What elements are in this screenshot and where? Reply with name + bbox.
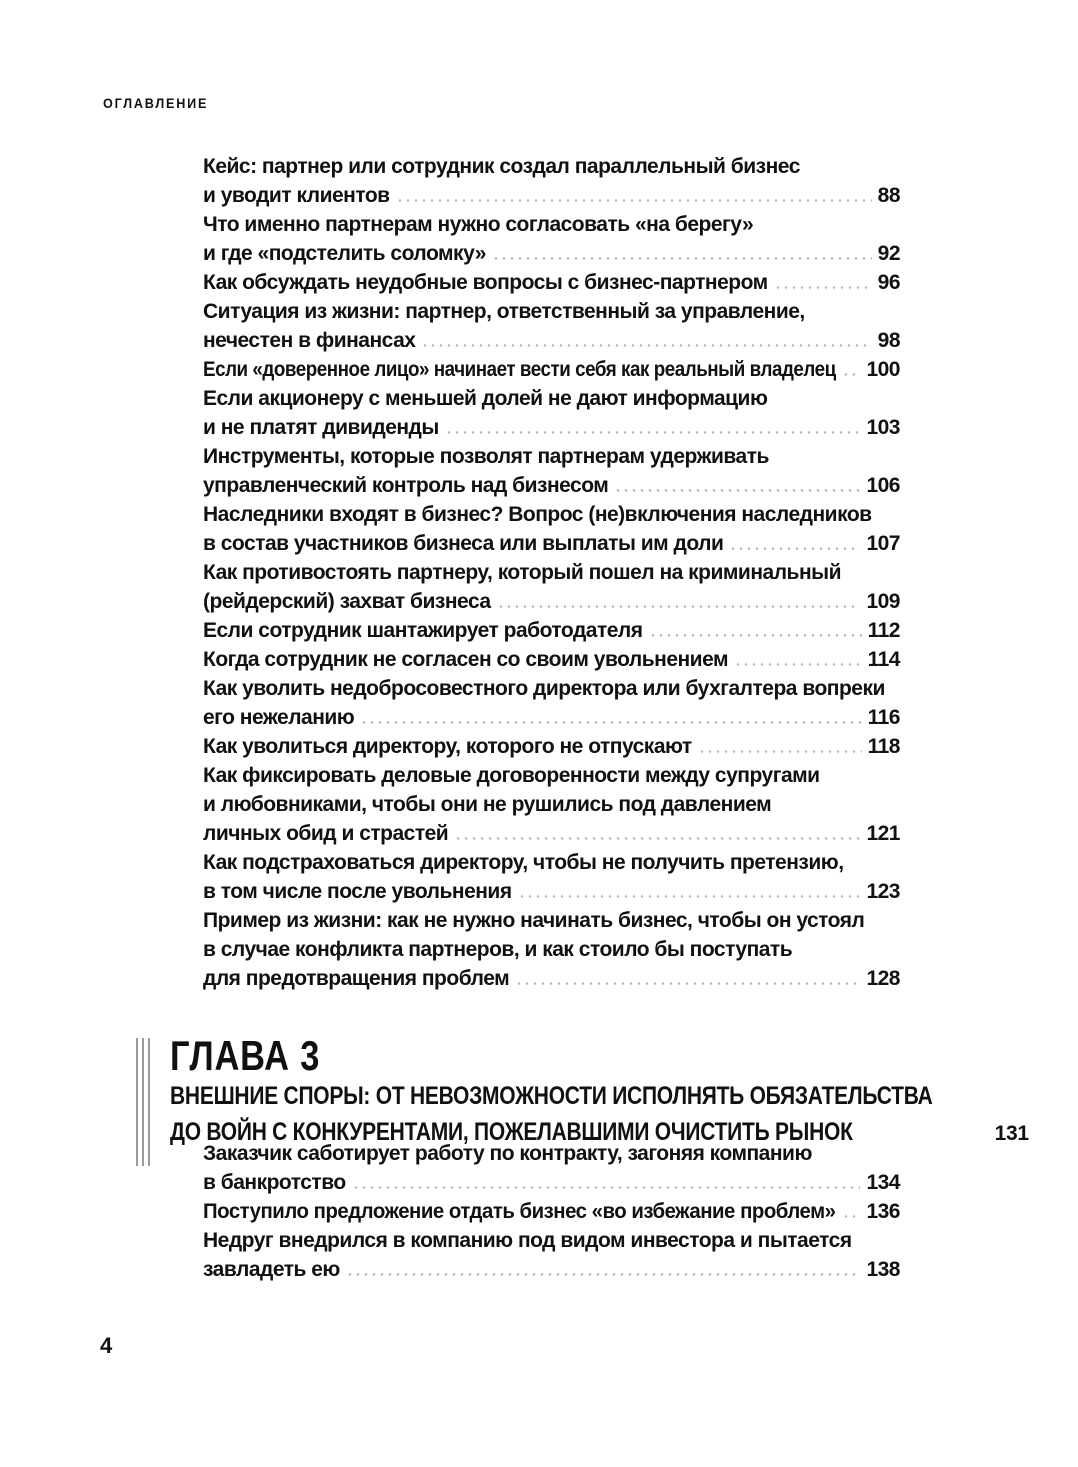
page-number: 128 xyxy=(866,967,900,990)
toc-entry-line xyxy=(203,1197,900,1226)
toc-entry-line xyxy=(203,1139,900,1168)
toc-entry-line xyxy=(203,819,900,848)
dot-leader xyxy=(698,750,862,753)
toc-entry[interactable] xyxy=(203,558,900,616)
toc-entry-line xyxy=(203,413,900,442)
toc-entry-title: в состав участников бизнеса или выплаты им доли xyxy=(203,532,724,555)
toc-entry-title: Пример из жизни: как не нужно начинать бизнес, чтобы он устоял xyxy=(203,909,865,932)
toc-entry-title: завладеть ею xyxy=(203,1258,340,1281)
toc-entry-line xyxy=(203,355,900,384)
toc-entry[interactable] xyxy=(203,355,900,384)
toc-entry-line xyxy=(203,964,900,993)
page-number: 114 xyxy=(867,648,900,671)
toc-entry-line xyxy=(203,1226,900,1255)
chapter-title-text: ДО ВОЙН С КОНКУРЕНТАМИ, ПОЖЕЛАВШИМИ ОЧИСТИТЬ РЫНОК xyxy=(170,1118,853,1146)
toc-entry-title: Ситуация из жизни: партнер, ответственный за управление, xyxy=(203,300,805,323)
toc-entry[interactable] xyxy=(203,1197,900,1226)
toc-entry-title: в банкротство xyxy=(203,1171,346,1194)
page-number: 106 xyxy=(866,474,900,497)
page-number: 123 xyxy=(866,880,900,903)
dot-leader xyxy=(842,1215,860,1218)
chapter-entries-list xyxy=(203,1139,900,1284)
toc-entry-title: личных обид и страстей xyxy=(203,822,449,845)
toc-entry-title: Если «доверенное лицо» начинает вести себя как реальный владелец xyxy=(203,358,836,381)
chapter-title-line xyxy=(170,1078,933,1114)
dot-leader xyxy=(774,286,872,289)
toc-entry-title: Как уволить недобросовестного директора или бухгалтера вопреки xyxy=(203,677,885,700)
toc-entry[interactable] xyxy=(203,616,900,645)
dot-leader xyxy=(352,1186,861,1189)
page-number: 100 xyxy=(866,358,900,381)
dot-leader xyxy=(396,199,872,202)
page-number: 107 xyxy=(866,532,900,555)
toc-entry[interactable] xyxy=(203,500,900,558)
toc-entry-line xyxy=(203,732,900,761)
page-number: 92 xyxy=(877,242,900,265)
page-number: 103 xyxy=(866,416,900,439)
toc-entry[interactable] xyxy=(203,732,900,761)
toc-entry-title: Заказчик саботирует работу по контракту, загоняя компанию xyxy=(203,1142,812,1165)
toc-entry-line xyxy=(203,848,900,877)
toc-entry-title: Если акционеру с меньшей долей не дают информацию xyxy=(203,387,768,410)
page-number: 88 xyxy=(877,184,900,207)
toc-list xyxy=(203,152,900,993)
toc-entry[interactable] xyxy=(203,645,900,674)
dot-leader xyxy=(614,489,860,492)
toc-entry-title: в том числе после увольнения xyxy=(203,880,512,903)
toc-entry-title: Наследники входят в бизнес? Вопрос (не)включения наследников xyxy=(203,503,872,526)
toc-entry-title: Когда сотрудник не согласен со своим увольнением xyxy=(203,648,729,671)
toc-entry-title: Если сотрудник шантажирует работодателя xyxy=(203,619,643,642)
toc-entry-line xyxy=(203,239,900,268)
toc-entry[interactable] xyxy=(203,906,900,993)
dot-leader xyxy=(734,663,862,666)
toc-entry-title: для предотвращения проблем xyxy=(203,967,510,990)
chapter-title-text: ВНЕШНИЕ СПОРЫ: ОТ НЕВОЗМОЖНОСТИ ИСПОЛНЯТЬ ОБЯЗАТЕЛЬСТВА xyxy=(170,1082,933,1110)
page-number: 116 xyxy=(867,706,900,729)
toc-entry-title: Как противостоять партнеру, который пошел на криминальный xyxy=(203,561,841,584)
toc-entry-line xyxy=(203,442,900,471)
toc-entry-line xyxy=(203,616,900,645)
toc-entry-line xyxy=(203,877,900,906)
chapter-label: ГЛАВА 3 xyxy=(170,1032,321,1079)
toc-entry-line xyxy=(203,674,900,703)
page-number: 131 xyxy=(994,1122,1029,1145)
toc-entry-line xyxy=(203,210,900,239)
toc-entry[interactable] xyxy=(203,442,900,500)
toc-entry-title: Что именно партнерам нужно согласовать «на берегу» xyxy=(203,213,754,236)
dot-leader xyxy=(421,344,871,347)
page-number: 134 xyxy=(866,1171,900,1194)
dot-leader xyxy=(445,431,861,434)
toc-entry-line xyxy=(203,587,900,616)
toc-entry-line xyxy=(203,384,900,413)
dot-leader xyxy=(649,634,862,637)
page-number: 96 xyxy=(877,271,900,294)
toc-entry[interactable] xyxy=(203,384,900,442)
toc-entry[interactable] xyxy=(203,210,900,268)
toc-entry-line xyxy=(203,906,900,935)
page-number: 136 xyxy=(866,1200,900,1223)
toc-entry[interactable] xyxy=(203,268,900,297)
toc-entry-line xyxy=(203,181,900,210)
page-number: 98 xyxy=(877,329,900,352)
dot-leader xyxy=(492,257,872,260)
toc-entry-line xyxy=(203,761,900,790)
dot-leader xyxy=(515,982,860,985)
toc-entry-title: нечестен в финансах xyxy=(203,329,416,352)
page-number: 109 xyxy=(866,590,900,613)
toc-entry-title: и любовниками, чтобы они не рушились под давлением xyxy=(203,793,772,816)
toc-entry[interactable] xyxy=(203,1139,900,1197)
dot-leader xyxy=(346,1273,861,1276)
toc-entry-title: (рейдерский) захват бизнеса xyxy=(203,590,491,613)
toc-entry-title: Поступило предложение отдать бизнес «во избежание проблем» xyxy=(203,1200,836,1223)
toc-entry-line xyxy=(203,558,900,587)
toc-entry-line xyxy=(203,1168,900,1197)
toc-entry-title: Кейс: партнер или сотрудник создал параллельный бизнес xyxy=(203,155,800,178)
toc-entry-title: его нежеланию xyxy=(203,706,355,729)
page-number: 112 xyxy=(867,619,900,642)
toc-entry[interactable] xyxy=(203,1226,900,1284)
dot-leader xyxy=(729,547,860,550)
dot-leader xyxy=(360,721,861,724)
toc-entry-title: Как подстраховаться директору, чтобы не получить претензию, xyxy=(203,851,844,874)
toc-entry-line xyxy=(203,471,900,500)
toc-entry-title: и где «подстелить соломку» xyxy=(203,242,486,265)
toc-entry-title: Инструменты, которые позволят партнерам удерживать xyxy=(203,445,769,468)
toc-entry-title: Как фиксировать деловые договоренности между супругами xyxy=(203,764,820,787)
toc-entry-title: и не платят дивиденды xyxy=(203,416,439,439)
toc-entry-line xyxy=(203,297,900,326)
toc-entry-line xyxy=(203,326,900,355)
dot-leader xyxy=(454,837,860,840)
toc-entry[interactable] xyxy=(203,674,900,732)
dot-leader xyxy=(518,895,861,898)
dot-leader xyxy=(842,373,860,376)
running-head: ОГЛАВЛЕНИЕ xyxy=(103,95,209,111)
toc-entry-line xyxy=(203,500,900,529)
toc-entry[interactable] xyxy=(203,152,900,210)
toc-entry-title: в случае конфликта партнеров, и как стоило бы поступать xyxy=(203,938,793,961)
dot-leader xyxy=(497,605,861,608)
toc-entry-line xyxy=(203,268,900,297)
toc-entry-title: Как уволиться директору, которого не отпускают xyxy=(203,735,692,758)
toc-entry-line xyxy=(203,529,900,558)
toc-entry-line xyxy=(203,1255,900,1284)
toc-entry-title: Как обсуждать неудобные вопросы с бизнес-партнером xyxy=(203,271,768,294)
toc-entry-line xyxy=(203,790,900,819)
toc-entry[interactable] xyxy=(203,848,900,906)
toc-entry-line xyxy=(203,645,900,674)
page-number: 118 xyxy=(867,735,900,758)
toc-entry-title: и уводит клиентов xyxy=(203,184,390,207)
folio-page-number: 4 xyxy=(100,1333,113,1358)
toc-entry-title: Недруг внедрился в компанию под видом инвестора и пытается xyxy=(203,1229,852,1252)
chapter-decorative-bars xyxy=(133,1038,157,1166)
page-number: 138 xyxy=(866,1258,900,1281)
toc-entry-line xyxy=(203,935,900,964)
toc-entry-line xyxy=(203,152,900,181)
toc-entry[interactable] xyxy=(203,761,900,848)
toc-entry-line xyxy=(203,703,900,732)
toc-entry-title: управленческий контроль над бизнесом xyxy=(203,474,609,497)
toc-entry[interactable] xyxy=(203,297,900,355)
page-number: 121 xyxy=(866,822,900,845)
